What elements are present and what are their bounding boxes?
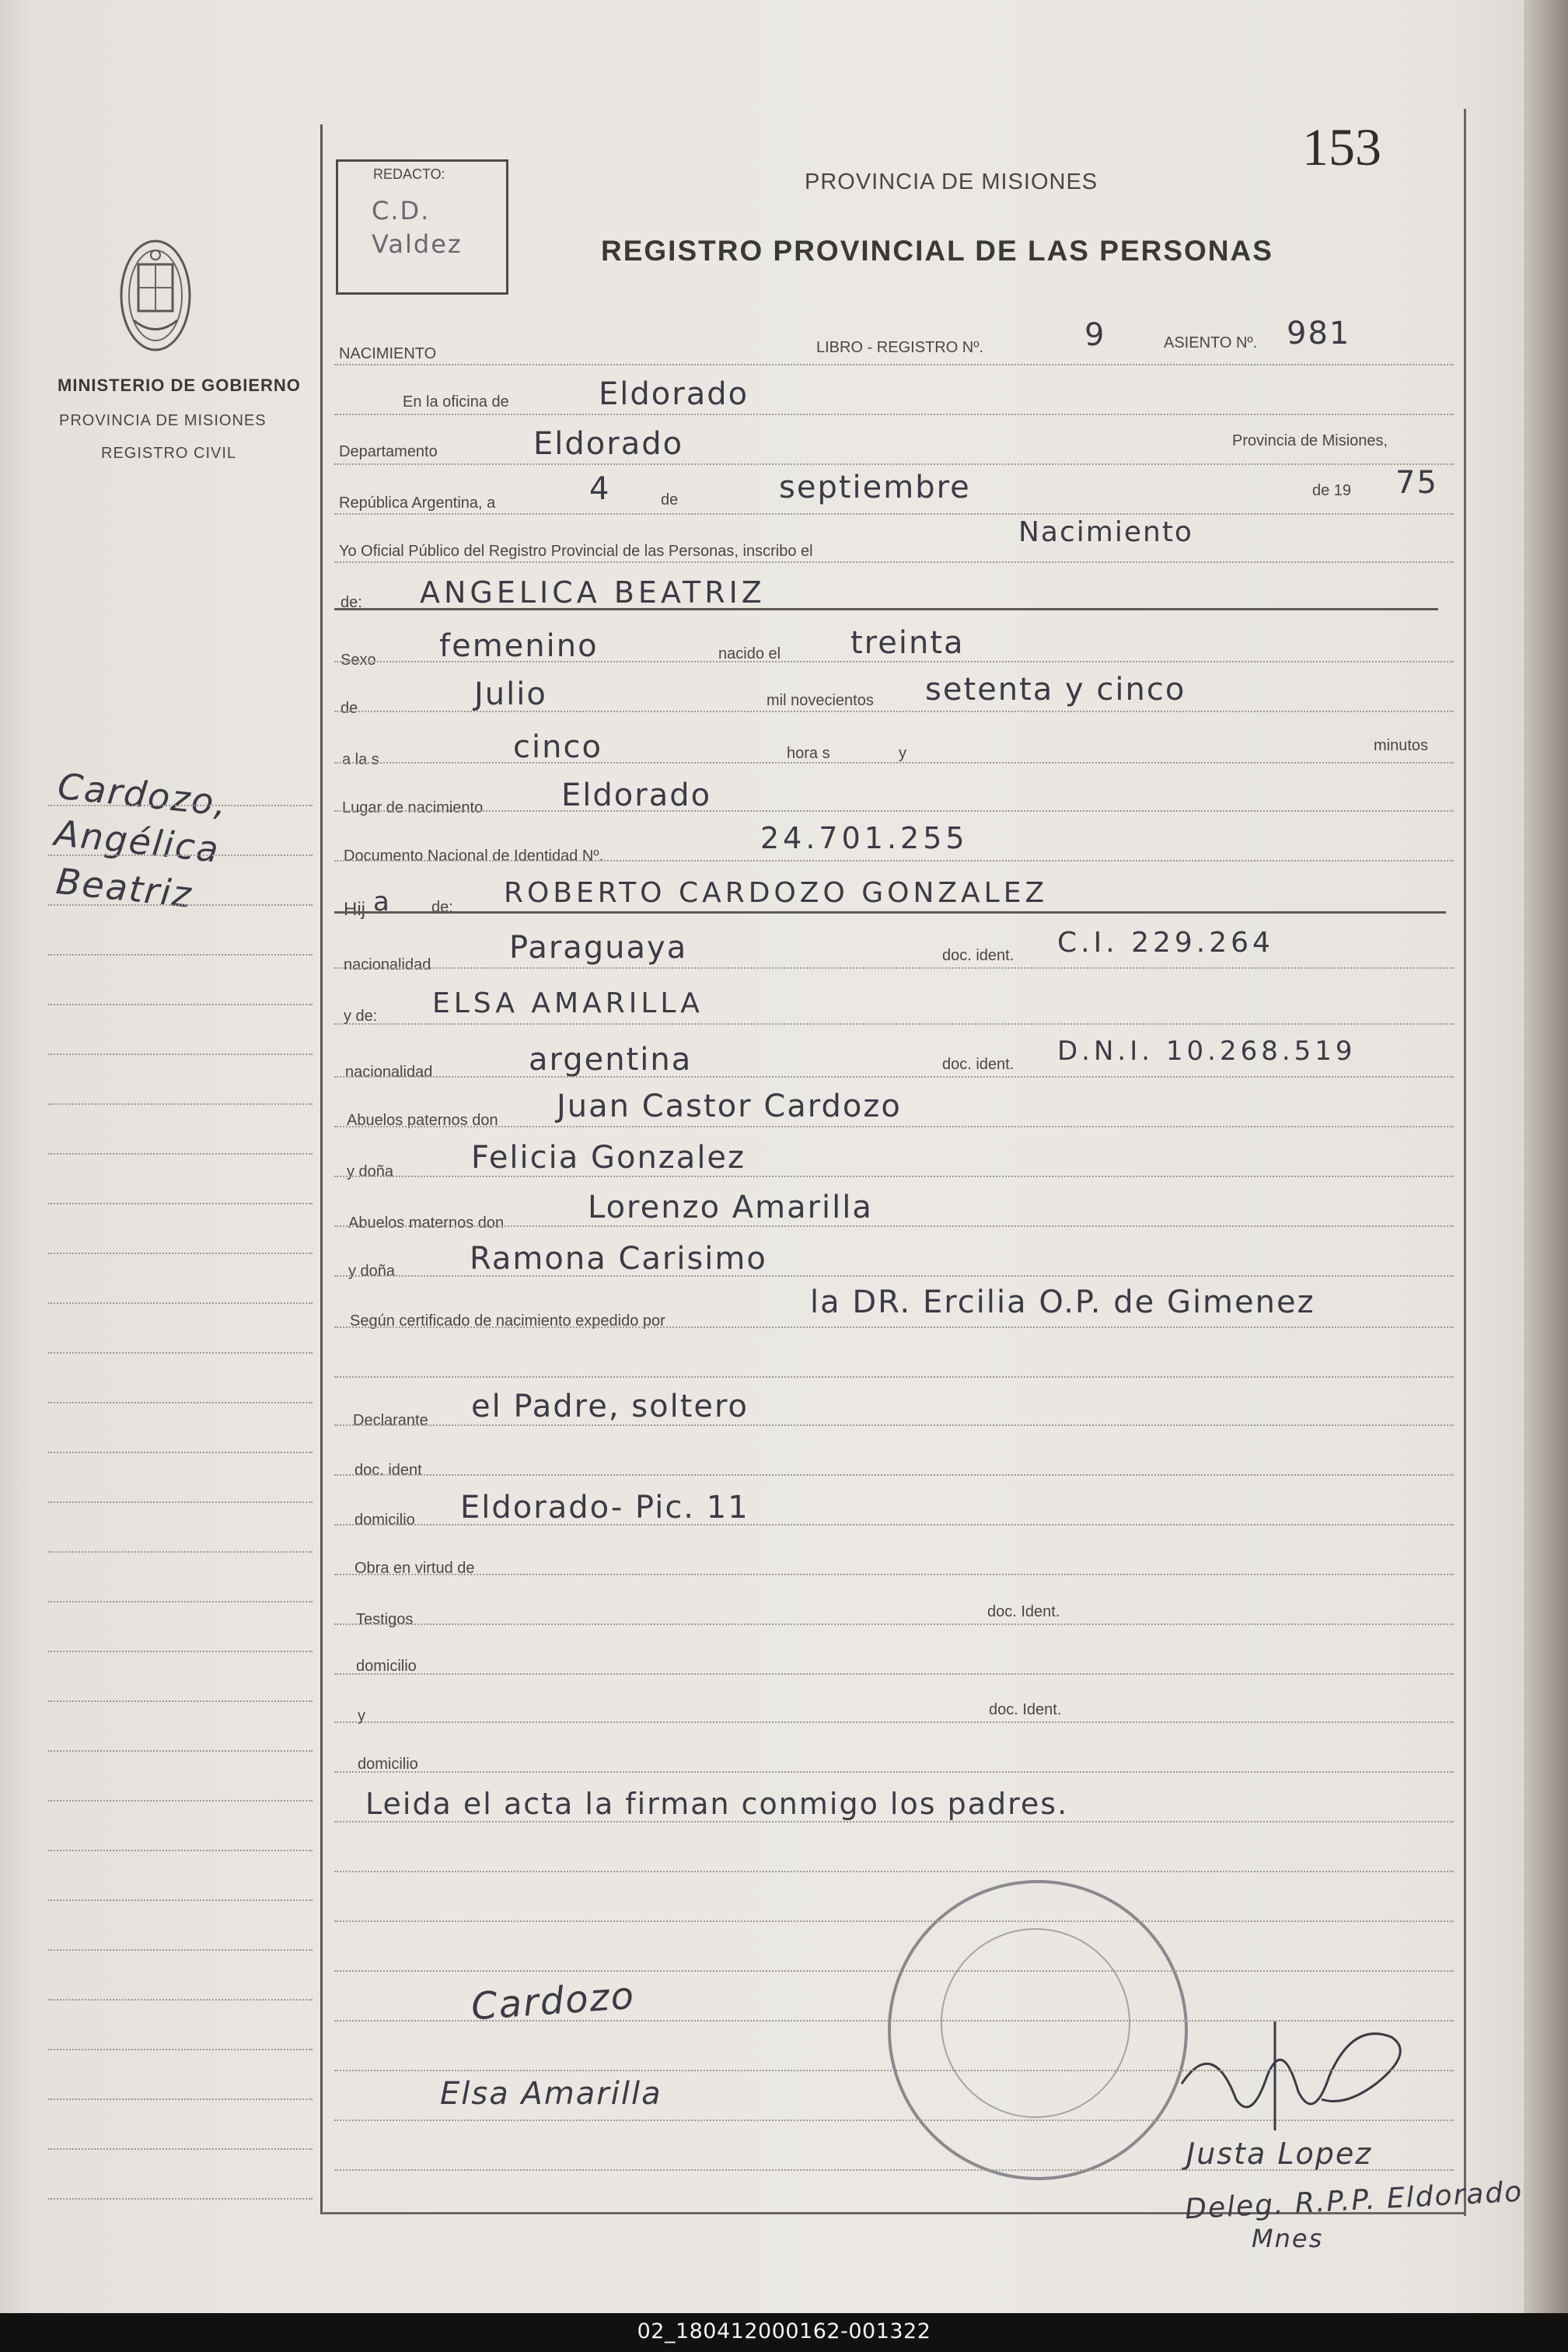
field-ruled-line [334, 1474, 1454, 1476]
oficial-label: Yo Oficial Público del Registro Provincial de las Personas, inscribo el [339, 543, 813, 560]
signature-mother: Elsa Amarilla [440, 2076, 662, 2112]
margin-ruled-line [48, 1700, 313, 1702]
sexo-value: femenino [439, 628, 599, 664]
padre-value: ROBERTO CARDOZO GONZALEZ [504, 877, 1049, 909]
field-ruled-line [334, 711, 1454, 712]
nacido-label: nacido el [718, 645, 781, 662]
field-ruled-line [334, 364, 1454, 365]
year-value: 75 [1395, 465, 1438, 501]
field-ruled-line [334, 1023, 1454, 1025]
margin-ruled-line [48, 1004, 313, 1005]
field-ruled-line [334, 1871, 1454, 1872]
margin-ruled-line [48, 1949, 313, 1951]
domicilio-label: domicilio [354, 1512, 415, 1529]
margin-ruled-line [48, 1850, 313, 1851]
province-heading: PROVINCIA DE MISIONES [805, 169, 1098, 194]
domicilio2-label: domicilio [356, 1658, 417, 1675]
abuelo-pat-value: Juan Castor Cardozo [557, 1089, 902, 1124]
margin-note-name-2: Beatriz [54, 859, 195, 917]
field-ruled-line [334, 1623, 1454, 1625]
dni-value: 24.701.255 [760, 821, 969, 855]
margin-ruled-line [48, 904, 313, 906]
margin-ruled-line [48, 2099, 313, 2100]
hijo-label: Hij [344, 899, 365, 920]
field-ruled-line [334, 1225, 1454, 1227]
margin-ruled-line [48, 1750, 313, 1752]
leida-value: Leida el acta la firman conmigo los padres. [365, 1787, 1069, 1821]
declarante-label: Declarante [353, 1412, 428, 1429]
margin-note-surname: Cardozo, [55, 764, 230, 825]
ydona-label: y doña [347, 1163, 394, 1180]
padre-nac-value: Paraguaya [509, 930, 688, 966]
de-label: de [661, 491, 679, 508]
field-ruled-line [334, 967, 1454, 969]
field-ruled-line [334, 1721, 1454, 1723]
margin-ruled-line [48, 1452, 313, 1453]
madre-value: ELSA AMARILLA [432, 987, 704, 1019]
docident3-label: doc. ident [354, 1462, 422, 1479]
sexo-label: Sexo [340, 652, 376, 669]
republica-label: República Argentina, a [339, 495, 496, 512]
ministry-office: REGISTRO CIVIL [101, 445, 237, 462]
y-label: y [899, 745, 906, 762]
official-province: Mnes [1252, 2224, 1324, 2253]
departamento-label: Departamento [339, 443, 438, 460]
hora-label: hora s [787, 745, 830, 762]
field-ruled-line [334, 1376, 1454, 1378]
abuela-pat-value: Felicia Gonzalez [471, 1140, 746, 1176]
field-ruled-line [334, 1275, 1454, 1277]
declarante-value: el Padre, soltero [471, 1389, 749, 1424]
field-ruled-line [334, 2120, 1454, 2121]
margin-ruled-line [48, 1501, 313, 1503]
province-seal-icon [117, 233, 194, 362]
margin-ruled-line [48, 1402, 313, 1403]
margin-ruled-line [48, 1203, 313, 1204]
nacionalidad2-label: nacionalidad [345, 1064, 433, 1081]
ministry-title: MINISTERIO DE GOBIERNO [58, 376, 301, 395]
acto-value: Nacimiento [1018, 516, 1193, 548]
libro-value: 9 [1084, 317, 1106, 353]
registry-heading: REGISTRO PROVINCIAL DE LAS PERSONAS [601, 235, 1273, 267]
official-signature-icon [1166, 1990, 1423, 2138]
abuelos-pat-label: Abuelos paternos don [347, 1112, 498, 1129]
field-ruled-line [334, 2020, 1454, 2022]
asiento-value: 981 [1287, 316, 1351, 351]
departamento-value: Eldorado [533, 426, 684, 462]
margin-ruled-line [48, 2198, 313, 2200]
field-ruled-line [334, 762, 1454, 764]
official-name: Justa Lopez [1186, 2137, 1373, 2171]
provincia-suffix: Provincia de Misiones, [1232, 432, 1388, 449]
margin-ruled-line [48, 954, 313, 956]
y2-label: y [358, 1707, 365, 1725]
hijo-de-label: de: [431, 899, 453, 916]
name-underline [334, 608, 1438, 610]
margin-ruled-line [48, 1551, 313, 1553]
field-ruled-line [334, 1673, 1454, 1675]
field-ruled-line [334, 661, 1454, 662]
field-ruled-line [334, 561, 1454, 563]
image-id-caption: 02_180412000162-001322 [637, 2319, 931, 2343]
margin-ruled-line [48, 1153, 313, 1155]
field-ruled-line [334, 1920, 1454, 1922]
docident2-label: doc. ident. [942, 1056, 1014, 1073]
del-label: de: [340, 594, 362, 611]
mil-value: setenta y cinco [925, 672, 1186, 708]
margin-ruled-line [48, 1054, 313, 1055]
field-ruled-line [334, 513, 1454, 515]
domicilio-value: Eldorado- Pic. 11 [460, 1490, 749, 1525]
yde-label: y de: [344, 1008, 378, 1025]
field-ruled-line [334, 1126, 1454, 1127]
obra-label: Obra en virtud de [354, 1560, 475, 1577]
father-underline [334, 911, 1446, 914]
official-stamp-inner [941, 1928, 1130, 2118]
oficina-value: Eldorado [599, 376, 749, 412]
field-ruled-line [334, 1424, 1454, 1426]
right-border [1464, 109, 1466, 2216]
official-title: Deleg. R.P.P. Eldorado [1184, 2176, 1524, 2226]
field-ruled-line [334, 1176, 1454, 1177]
madre-doc-value: D.N.I. 10.268.519 [1057, 1036, 1357, 1067]
page-number: 153 [1302, 117, 1381, 176]
day-value: 4 [589, 471, 611, 507]
lugar-label: Lugar de nacimiento [342, 799, 484, 816]
docident-label: doc. ident. [942, 947, 1014, 964]
madre-nac-value: argentina [529, 1042, 693, 1078]
margin-ruled-line [48, 805, 313, 806]
alas-value: cinco [513, 729, 602, 765]
field-ruled-line [334, 2070, 1454, 2071]
field-ruled-line [334, 2169, 1454, 2171]
nombre-value: ANGELICA BEATRIZ [420, 575, 766, 610]
abuela-mat-value: Ramona Carisimo [470, 1241, 767, 1277]
field-ruled-line [334, 1970, 1454, 1972]
margin-note-name: Angélica [52, 812, 222, 871]
dni-label: Documento Nacional de Identidad Nº. [344, 847, 604, 865]
margin-ruled-line [48, 1899, 313, 1901]
margin-ruled-line [48, 2148, 313, 2150]
ministry-province: PROVINCIA DE MISIONES [59, 412, 267, 429]
margin-ruled-line [48, 1651, 313, 1652]
mes-value: Julio [474, 676, 547, 712]
field-ruled-line [334, 860, 1454, 861]
minutos-label: minutos [1374, 737, 1429, 754]
abuelos-mat-label: Abuelos maternos don [348, 1214, 505, 1232]
testigos-label: Testigos [356, 1611, 414, 1628]
margin-ruled-line [48, 1302, 313, 1304]
certificado-label: Según certificado de nacimiento expedido por [350, 1312, 665, 1330]
field-ruled-line [334, 414, 1454, 415]
alas-label: a la s [342, 751, 379, 768]
redacto-initials: C.D. [372, 196, 431, 225]
hijo-suffix: a [373, 886, 391, 917]
oficina-label: En la oficina de [403, 393, 509, 411]
margin-ruled-line [48, 1800, 313, 1802]
margin-ruled-line [48, 1103, 313, 1105]
book-spine [1524, 0, 1568, 2313]
redacto-label: REDACTO: [373, 166, 445, 182]
field-ruled-line [334, 1076, 1454, 1078]
nacido-value: treinta [850, 625, 965, 661]
nacionalidad-label: nacionalidad [344, 956, 431, 973]
field-ruled-line [334, 810, 1454, 812]
margin-ruled-line [48, 2049, 313, 2050]
margin-divider [320, 124, 323, 2212]
margin-ruled-line [48, 1253, 313, 1254]
field-ruled-line [334, 1574, 1454, 1575]
redacto-surname: Valdez [372, 229, 463, 259]
margin-ruled-line [48, 1601, 313, 1602]
margin-ruled-line [48, 1352, 313, 1354]
month-value: septiembre [779, 470, 971, 505]
field-ruled-line [334, 463, 1454, 465]
padre-doc-value: C.I. 229.264 [1057, 927, 1274, 959]
field-ruled-line [334, 1821, 1454, 1823]
domicilio3-label: domicilio [358, 1756, 418, 1773]
field-ruled-line [334, 1326, 1454, 1328]
libro-label: LIBRO - REGISTRO Nº. [816, 339, 984, 356]
docident5-label: doc. Ident. [989, 1701, 1062, 1718]
docident4-label: doc. Ident. [987, 1603, 1060, 1620]
margin-ruled-line [48, 1999, 313, 2001]
field-ruled-line [334, 1524, 1454, 1525]
lugar-value: Eldorado [561, 778, 712, 813]
nacimiento-label: NACIMIENTO [339, 345, 437, 362]
de2-label: de [340, 700, 358, 717]
signature-father: Cardozo [470, 1973, 637, 2029]
asiento-label: ASIENTO Nº. [1164, 334, 1258, 351]
ydona2-label: y doña [348, 1263, 396, 1280]
field-ruled-line [334, 1771, 1454, 1773]
margin-ruled-line [48, 854, 313, 856]
year-label: de 19 [1312, 482, 1352, 499]
abuelo-mat-value: Lorenzo Amarilla [588, 1190, 873, 1225]
certificado-value: la DR. Ercilia O.P. de Gimenez [810, 1284, 1315, 1320]
mil-label: mil novecientos [767, 692, 874, 709]
